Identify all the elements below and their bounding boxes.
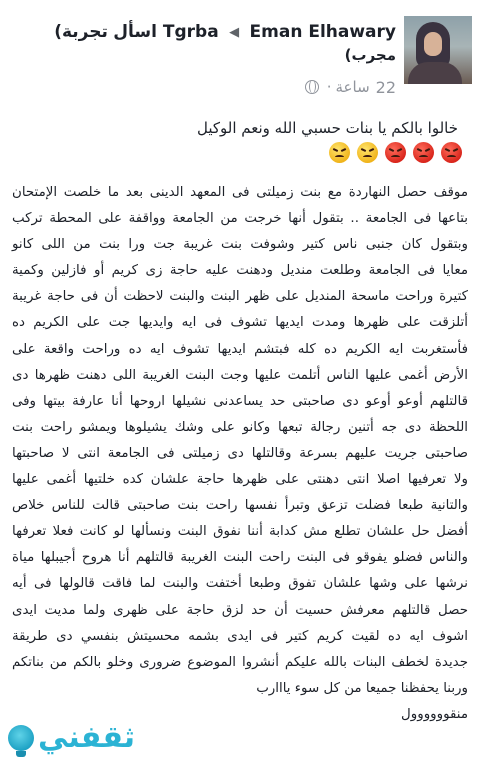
avatar[interactable] (404, 16, 472, 84)
body-line: اشوف ايه ده لقيت كريم كتير فى ايدى بشمه محسيتش بنفسي دى طريقة (12, 628, 468, 644)
body-line: وربنا يحفظنا جميعا من كل سوء يااارب (256, 680, 468, 696)
body-line: معايا فى الجامعة وطلعت منديل ودهنت عليه حاجة زى كريم أو فازلين وكمية (12, 263, 468, 279)
body-line: صاحبتى جريت عليهم بسرعة وقالتلها دى زميلتى فى الجامعة انتى لا صاحبتها (12, 445, 468, 461)
watermark-text: ثقفني (38, 720, 136, 755)
body-line: اللحظة دى جه أتنين رجالة تبعها وكانو على وشك يشيلوها ويمشو راحت بنت (12, 419, 468, 435)
lightbulb-icon (8, 725, 34, 751)
time-unit[interactable]: ساعة (335, 78, 370, 96)
body-line: والناس فضلو يفوقو فى البنت راحت البنت الغريبة قالتلهم أنا هروح أجيبلها مياة (12, 550, 468, 566)
body-line: الأرض أغمى عليها الناس أتلمت عليها وجت البنت الغريبة اللى دهنت ظهرها دى (12, 367, 468, 383)
angry-face-icon (413, 142, 434, 163)
body-line: موقف حصل النهاردة مع بنت زميلتى فى المعهد الدينى بعد ما خلصت الإمتحان (12, 185, 468, 200)
angry-face-icon (329, 142, 350, 163)
post-title-line (54, 18, 396, 46)
globe-icon (305, 80, 319, 94)
angry-face-icon (385, 142, 406, 163)
body-line: قالتلهم أوعو أوعو دى صاحبتى حد يساعدنى نشيلها اروحها أنا عارفة بيتها وفى (12, 393, 468, 409)
angry-face-icon (441, 142, 462, 163)
post-headline: خالوا بالكم يا بنات حسبي الله ونعم الوكيل (196, 119, 458, 137)
time-number[interactable]: 22 (375, 77, 396, 97)
group-name-continued[interactable]: مجرب) (344, 46, 396, 64)
body-line: وبتقول كان جنبى ناس كتير وشوفت بنت غريبة جت ورا بنت من اللى كانو (12, 237, 468, 253)
body-line: فأستغربت ايه الكريم ده كله فبتشم ايديها تشوف ايه ده وراحت واقعة على (12, 341, 468, 357)
body-line: ولا تعرفيها اصلا انتى دهنتى على ظهرها حاجة علشان كده خلتيها أغمى عليها (12, 472, 468, 488)
body-line: نرشها على وشها علشان تفوق وطبعا أختفت والبنت لما فاقت قالولها فى أيه (12, 576, 468, 592)
post-meta (0, 74, 396, 100)
body-line: أتلزقت على ظهرها ومدت ايديها تشوف فى ايه وايديها جت على الكريم ده (12, 315, 468, 331)
group-suffix[interactable]: (اسأل (54, 22, 157, 42)
post-content (12, 112, 468, 728)
body-line: كتيرة وراحت ماسحة المنديل على ظهر البنت والبنت لاحظت أن فى حاجة غريبة (12, 289, 468, 305)
body-line: بتاعها فى الجامعة .. بتقول أنها خرجت من الجامعة وواقفة على المحطة تركب (12, 211, 468, 227)
emoji-row (12, 142, 462, 170)
body-line: أفضل حل علشان تطلع مش كدابة أننا نفوق البنت ونسألها لو كانت فعلا تعرفها (12, 524, 468, 540)
body-line: منقوووووول (401, 706, 468, 722)
post-header (0, 0, 480, 112)
body-line: والتانية طبعا فضلت تزعق وتبرأ نفسها راحت بنت صاحبتى قالت للناس خلاص (12, 498, 468, 514)
group-name[interactable]: تجربة Tgrba (61, 22, 219, 42)
angry-face-icon (357, 142, 378, 163)
meta-separator: · (326, 78, 332, 96)
author-name[interactable]: Eman Elhawary (249, 22, 396, 42)
watermark-logo (8, 716, 172, 760)
post-body (12, 180, 468, 728)
caret-right-icon: ◀ (229, 25, 240, 40)
body-line: حصل قالتلهم معرفش حسيت أن حد لزق حاجة على ظهرى ولما مديت ايدى (12, 602, 468, 618)
body-line: جديدة لخطف البنات بالله عليكم أنشروا الموضوع ضرورى وخلو بالكم من بناتكم (12, 654, 468, 670)
